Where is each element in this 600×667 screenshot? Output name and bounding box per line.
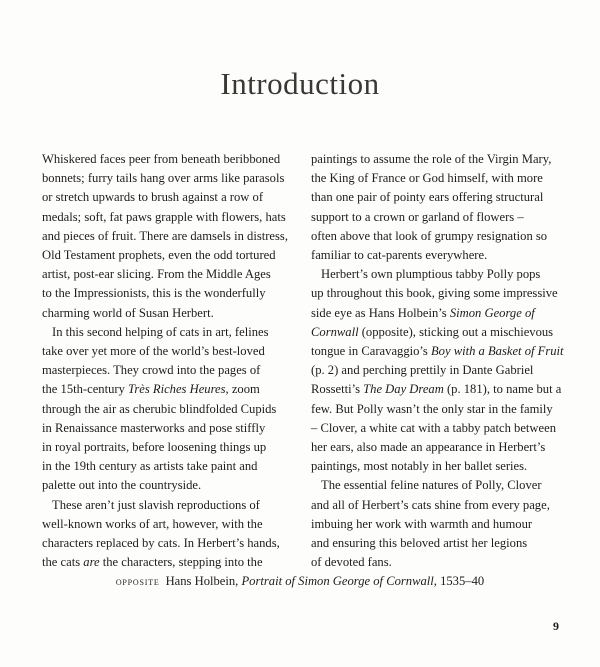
body-text: side eye as Hans Holbein’s xyxy=(311,305,450,320)
body-text: (opposite), sticking out a mischievous xyxy=(358,324,554,339)
text-line xyxy=(311,188,561,207)
text-line xyxy=(311,419,561,438)
caption-date: , 1535–40 xyxy=(433,574,485,588)
text-line xyxy=(311,265,561,284)
body-text: or stretch upwards to brush against a row of xyxy=(42,190,264,205)
figure-caption xyxy=(0,574,600,589)
body-text: In this second helping of cats in art, felines xyxy=(52,324,269,339)
body-text: artist, post-ear slicing. From the Middle Ages xyxy=(42,267,271,282)
body-text: bonnets; furry tails hang over arms like parasols xyxy=(42,171,285,186)
text-line xyxy=(42,380,292,399)
text-line xyxy=(42,553,292,572)
body-text: the characters, stepping into the xyxy=(99,555,263,570)
text-line xyxy=(311,457,561,476)
text-line xyxy=(42,265,292,284)
body-text: and ensuring this beloved artist her legions xyxy=(311,536,528,551)
body-text: masterpieces. They crowd into the pages of xyxy=(42,363,261,378)
text-line xyxy=(311,246,561,265)
caption-label: OPPOSITE xyxy=(115,578,160,587)
text-line xyxy=(42,208,292,227)
body-text: often above that look of grumpy resignation so xyxy=(311,228,548,243)
text-line xyxy=(311,438,561,457)
italic-title-text: Cornwall xyxy=(311,324,359,339)
body-text: through the air as cherubic blindfolded Cupids xyxy=(42,401,277,416)
text-line xyxy=(42,284,292,303)
italic-title-text: Boy with a Basket of Fruit xyxy=(430,344,564,359)
body-text: Old Testament prophets, even the odd tortured xyxy=(42,248,276,263)
body-text: the cats xyxy=(42,555,84,570)
body-text: tongue in Caravaggio’s xyxy=(311,344,431,359)
text-line xyxy=(311,323,561,342)
body-text: of devoted fans. xyxy=(311,555,392,570)
body-text: characters replaced by cats. In Herbert’s hands, xyxy=(42,536,280,551)
text-line xyxy=(42,361,292,380)
body-text: in the 19th century as artists take paint and xyxy=(42,459,258,474)
text-line xyxy=(311,304,561,323)
text-line xyxy=(311,208,561,227)
italic-title-text: The Day Dream xyxy=(363,382,444,397)
body-text: The essential feline natures of Polly, Clover xyxy=(321,478,542,493)
body-text: and all of Herbert’s cats shine from every page, xyxy=(311,497,550,512)
body-text: the 15th-century xyxy=(42,382,129,397)
text-line xyxy=(311,534,561,553)
text-line xyxy=(42,515,292,534)
text-line xyxy=(42,496,292,515)
text-line xyxy=(311,284,561,303)
text-line xyxy=(311,400,561,419)
body-text: in royal portraits, before loosening things up xyxy=(42,440,267,455)
body-text: few. But Polly wasn’t the only star in the family xyxy=(311,401,553,416)
body-text: imbuing her work with warmth and humour xyxy=(311,516,533,531)
body-text: to the Impressionists, this is the wonderfully xyxy=(42,286,266,301)
page-number: 9 xyxy=(553,619,559,633)
text-line xyxy=(42,342,292,361)
text-line xyxy=(311,380,561,399)
text-line xyxy=(42,438,292,457)
body-text: up throughout this book, giving some impressive xyxy=(311,286,558,301)
body-text: the King of France or God himself, with more xyxy=(311,171,543,186)
text-line xyxy=(42,246,292,265)
text-line xyxy=(311,169,561,188)
italic-title-text: Simon George of xyxy=(449,305,535,320)
body-text: charming world of Susan Herbert. xyxy=(42,305,214,320)
caption-artist: Hans Holbein, xyxy=(165,574,242,588)
caption-work-title: Portrait of Simon George of Cornwall xyxy=(241,574,434,588)
body-text: in Renaissance masterworks and pose stiffly xyxy=(42,420,266,435)
body-text: support to a crown or garland of flowers – xyxy=(311,209,524,224)
body-text: medals; soft, fat paws grapple with flowers, hats xyxy=(42,209,286,224)
text-line xyxy=(42,400,292,419)
text-line xyxy=(42,457,292,476)
text-column-left xyxy=(42,150,292,572)
text-line xyxy=(311,227,561,246)
body-text: (p. 2) and perching prettily in Dante Gabriel xyxy=(311,363,534,378)
text-line xyxy=(311,515,561,534)
text-line xyxy=(42,304,292,323)
body-text: These aren’t just slavish reproductions of xyxy=(52,497,260,512)
text-line xyxy=(42,534,292,553)
text-line xyxy=(311,342,564,361)
body-text: her ears, also made an appearance in Herbert’s xyxy=(311,440,546,455)
italic-title-text: Très Riches Heures xyxy=(128,382,226,397)
body-text: (p. 181), to name but a xyxy=(443,382,562,397)
body-text: take over yet more of the world’s best-loved xyxy=(42,344,265,359)
italic-title-text: are xyxy=(83,555,100,570)
body-text: Whiskered faces peer from beneath beribboned xyxy=(42,152,281,166)
text-line xyxy=(311,496,561,515)
text-line xyxy=(42,188,292,207)
text-line xyxy=(42,169,292,188)
text-line xyxy=(42,227,292,246)
body-text: – Clover, a white cat with a tabby patch between xyxy=(311,420,556,435)
body-text: than one pair of pointy ears offering structural xyxy=(311,190,544,205)
body-text: palette out into the countryside. xyxy=(42,478,202,493)
body-text: and pieces of fruit. There are damsels in distress, xyxy=(42,228,288,243)
body-text: paintings, most notably in her ballet series. xyxy=(311,459,528,474)
text-line xyxy=(311,150,561,169)
text-line xyxy=(311,553,561,572)
body-text: , zoom xyxy=(225,382,260,397)
text-line xyxy=(42,150,292,169)
text-line xyxy=(42,476,292,495)
text-line xyxy=(311,361,561,380)
body-text: Rossetti’s xyxy=(311,382,364,397)
text-line xyxy=(42,419,292,438)
text-column-right xyxy=(311,150,564,572)
body-text: well-known works of art, however, with the xyxy=(42,516,263,531)
body-text: Herbert’s own plumptious tabby Polly pops xyxy=(321,267,541,282)
text-line xyxy=(42,323,292,342)
chapter-title: Introduction xyxy=(220,66,380,101)
text-line xyxy=(311,476,561,495)
body-text: familiar to cat-parents everywhere. xyxy=(311,248,488,263)
body-text: paintings to assume the role of the Virgin Mary, xyxy=(311,152,552,166)
